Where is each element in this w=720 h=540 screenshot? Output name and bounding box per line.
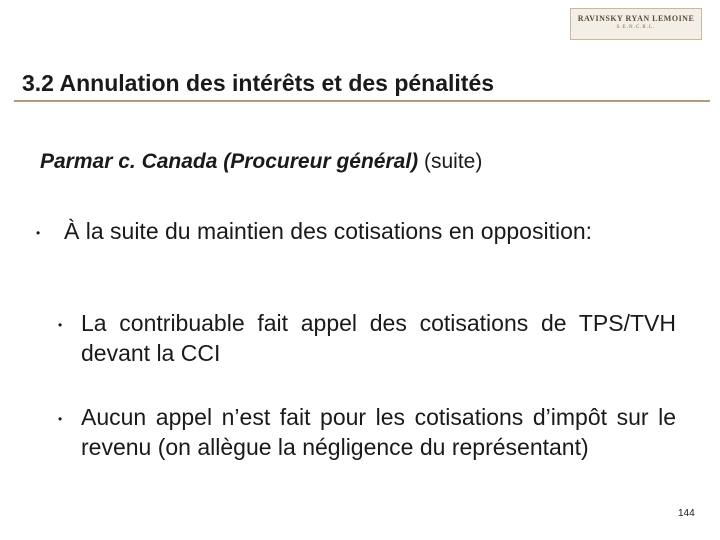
page-number: 144 [678,508,695,519]
case-suffix: (suite) [418,150,483,173]
slide-title: 3.2 Annulation des intérêts et des pénalités [22,70,495,96]
case-subtitle [40,150,482,174]
sub-bullet-item: Aucun appel n’est fait pour les cotisations d’impôt sur le revenu (on allègue la négligence du représentant) [81,404,676,460]
logo-subtitle: S.E.N.C.R.L. [616,25,656,30]
bullet-marker: • [36,226,41,240]
bullet-marker: • [58,412,63,426]
firm-logo [570,8,702,40]
bullet-item: À la suite du maintien des cotisations en opposition: [64,218,593,244]
bullet-marker: • [58,318,63,332]
logo-name: RAVINSKY RYAN LEMOINE [577,14,695,23]
sub-bullet-item: La contribuable fait appel des cotisations de TPS/TVH devant la CCI [81,310,676,366]
title-divider [14,100,710,102]
case-name: Parmar c. Canada (Procureur général) [40,150,419,173]
